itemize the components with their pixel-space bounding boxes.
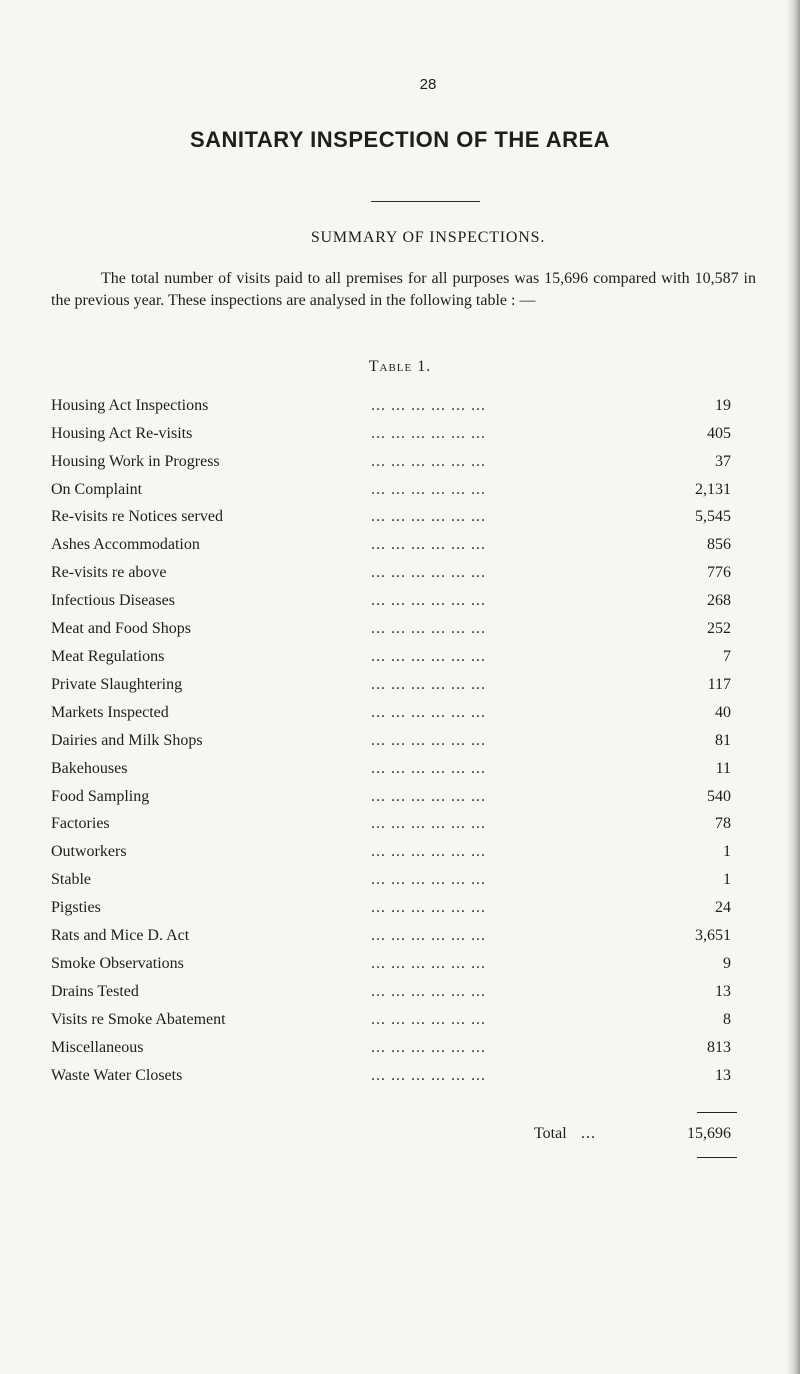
row-value: 117 [707,676,731,693]
row-leader-dots: ... ... ... ... ... ... [371,732,486,749]
row-value: 1 [723,871,731,888]
row-value: 2,131 [695,481,731,498]
table-row [51,1011,731,1033]
row-value: 78 [715,815,731,832]
row-leader-dots: ... ... ... ... ... ... [371,648,486,665]
table-row [51,453,731,475]
row-label: Pigsties [51,899,101,916]
row-value: 856 [707,536,731,553]
row-leader-dots: ... ... ... ... ... ... [371,564,486,581]
table-row [51,1067,731,1089]
row-leader-dots: ... ... ... ... ... ... [371,927,486,944]
row-leader-dots: ... ... ... ... ... ... [371,760,486,777]
page-number: 28 [419,76,437,93]
row-label: Housing Act Re-visits [51,425,193,442]
row-label: Infectious Diseases [51,592,175,609]
row-leader-dots: ... ... ... ... ... ... [371,481,486,498]
table-row [51,899,731,921]
title-divider [371,201,480,202]
row-value: 7 [723,648,731,665]
row-value: 5,545 [695,508,731,525]
row-label: Outworkers [51,843,127,860]
row-value: 19 [715,397,731,414]
row-value: 81 [715,732,731,749]
table-row [51,983,731,1005]
table-row [51,1039,731,1061]
page-title: SANITARY INSPECTION OF THE AREA [189,127,611,152]
row-value: 13 [715,1067,731,1084]
row-label: Dairies and Milk Shops [51,732,203,749]
row-label: Private Slaughtering [51,676,183,693]
row-label: Stable [51,871,91,888]
table-row [51,955,731,977]
row-label: Food Sampling [51,788,150,805]
row-value: 1 [723,843,731,860]
row-leader-dots: ... ... ... ... ... ... [371,815,486,832]
row-label: Housing Work in Progress [51,453,220,470]
table-row [51,508,731,530]
table-row [51,620,731,642]
row-value: 40 [715,704,731,721]
row-leader-dots: ... ... ... ... ... ... [371,843,486,860]
table-row [51,871,731,893]
total-leader-dots: ... [581,1125,596,1142]
total-label: Total [534,1125,567,1142]
row-value: 268 [707,592,731,609]
row-leader-dots: ... ... ... ... ... ... [371,536,486,553]
table-row [51,648,731,670]
row-value: 776 [707,564,731,581]
row-label: Meat Regulations [51,648,165,665]
row-label: Markets Inspected [51,704,169,721]
row-label: Drains Tested [51,983,139,1000]
row-label: Re-visits re Notices served [51,508,223,525]
row-value: 3,651 [695,927,731,944]
table-row [51,732,731,754]
row-value: 9 [723,955,731,972]
row-label: Meat and Food Shops [51,620,191,637]
table-row [51,927,731,949]
table-row [51,676,731,698]
table-caption: Table 1. [368,358,432,375]
row-value: 13 [715,983,731,1000]
total-value: 15,696 [687,1125,731,1142]
table-row [51,481,731,503]
table-row [51,788,731,810]
table-row [51,815,731,837]
section-subtitle: SUMMARY OF INSPECTIONS. [310,229,546,246]
row-leader-dots: ... ... ... ... ... ... [371,620,486,637]
row-label: Factories [51,815,110,832]
row-leader-dots: ... ... ... ... ... ... [371,1039,486,1056]
row-leader-dots: ... ... ... ... ... ... [371,1011,486,1028]
row-leader-dots: ... ... ... ... ... ... [371,508,486,525]
table-row [51,704,731,726]
row-leader-dots: ... ... ... ... ... ... [371,1067,486,1084]
row-label: Ashes Accommodation [51,536,200,553]
table-row [51,843,731,865]
row-label: Re-visits re above [51,564,167,581]
row-label: Smoke Observations [51,955,184,972]
row-leader-dots: ... ... ... ... ... ... [371,871,486,888]
row-value: 24 [715,899,731,916]
row-label: Waste Water Closets [51,1067,183,1084]
row-leader-dots: ... ... ... ... ... ... [371,955,486,972]
row-leader-dots: ... ... ... ... ... ... [371,899,486,916]
intro-paragraph: The total number of visits paid to all premises for all purposes was 15,696 compared with 10,587 in the previous year. These inspections are analysed in the following table : — [51,270,756,309]
row-label: Housing Act Inspections [51,397,209,414]
row-value: 8 [723,1011,731,1028]
row-leader-dots: ... ... ... ... ... ... [371,983,486,1000]
row-leader-dots: ... ... ... ... ... ... [371,397,486,414]
row-value: 11 [715,760,731,777]
total-row [51,1125,731,1147]
row-label: Visits re Smoke Abatement [51,1011,226,1028]
row-leader-dots: ... ... ... ... ... ... [371,425,486,442]
row-leader-dots: ... ... ... ... ... ... [371,592,486,609]
row-leader-dots: ... ... ... ... ... ... [371,788,486,805]
total-rule-bottom [697,1157,737,1158]
row-value: 252 [707,620,731,637]
row-label: Miscellaneous [51,1039,144,1056]
page-edge-shadow [786,0,800,1374]
row-value: 540 [707,788,731,805]
total-rule-top [697,1112,737,1113]
table-row [51,397,731,419]
table-row [51,564,731,586]
row-leader-dots: ... ... ... ... ... ... [371,453,486,470]
row-value: 405 [707,425,731,442]
table-row [51,425,731,447]
table-row [51,760,731,782]
row-value: 813 [707,1039,731,1056]
row-leader-dots: ... ... ... ... ... ... [371,676,486,693]
row-label: Bakehouses [51,760,128,777]
row-label: On Complaint [51,481,143,498]
table-row [51,592,731,614]
row-leader-dots: ... ... ... ... ... ... [371,704,486,721]
row-label: Rats and Mice D. Act [51,927,190,944]
row-value: 37 [715,453,731,470]
table-row [51,536,731,558]
